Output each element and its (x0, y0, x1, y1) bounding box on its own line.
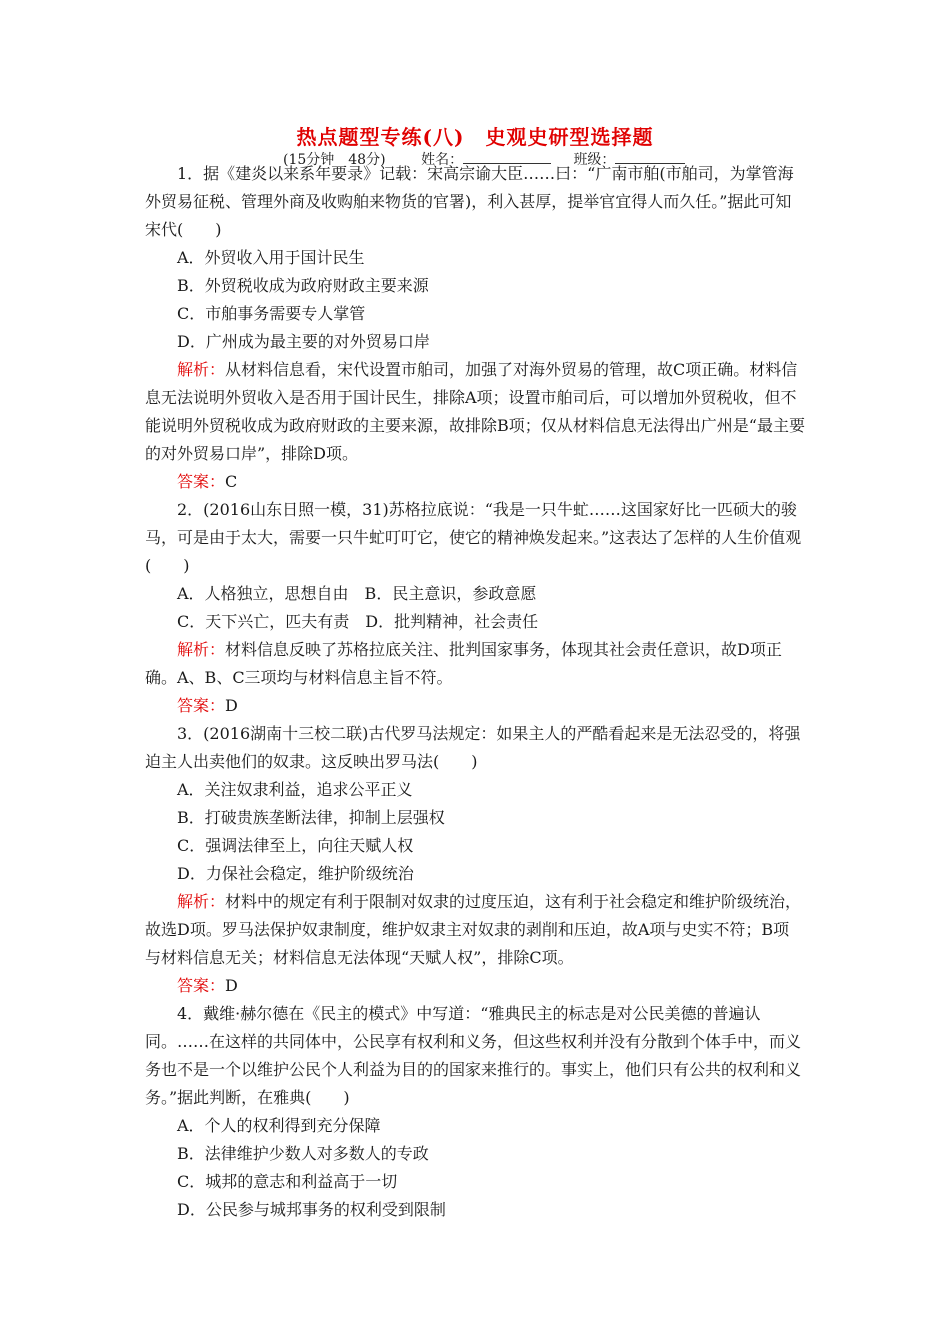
analysis (145, 888, 805, 972)
name-label: 姓名： (421, 152, 464, 168)
option-c: C．城邦的意志和利益高于一切 (177, 1172, 398, 1191)
option-c: C．市舶事务需要专人掌管 (177, 304, 366, 323)
analysis-label: 解析： (177, 640, 226, 659)
analysis (145, 636, 805, 692)
analysis (145, 356, 805, 468)
option-c: C．强调法律至上，向往天赋人权 (177, 836, 414, 855)
answer-label: 答案： (177, 976, 226, 995)
option-b: B．打破贵族垄断法律，抑制上层强权 (177, 808, 445, 827)
option-d: D．力保社会稳定，维护阶级统治 (177, 864, 414, 883)
option-a: A．个人的权利得到充分保障 (177, 1116, 381, 1135)
question-stem: 1．据《建炎以来系年要录》记载：宋高宗谕大臣……曰：“广南市舶(市舶司，为掌管海外贸易征税、管理外商及收购舶来物货的官署)，利入甚厚，提举官宜得人而久任。”据此可知宋代( ) (145, 164, 794, 239)
option-b: B．外贸税收成为政府财政主要来源 (177, 276, 429, 295)
option-cd: C．天下兴亡，匹夫有责 D．批判精神，社会责任 (177, 612, 539, 631)
option-d: D．公民参与城邦事务的权利受到限制 (177, 1200, 446, 1219)
question-stem: 3．(2016湖南十三校二联)古代罗马法规定：如果主人的严酷看起来是无法忍受的，将强迫主人出卖他们的奴隶。这反映出罗马法( ) (145, 724, 801, 771)
answer (145, 468, 805, 496)
answer-label: 答案： (177, 472, 226, 491)
analysis-label: 解析： (177, 360, 226, 379)
question-list (145, 160, 805, 1224)
answer-value: C (225, 472, 238, 491)
answer (145, 972, 805, 1000)
answer-label: 答案： (177, 696, 226, 715)
page-title: 热点题型专练(八) 史观史研型选择题 (296, 125, 654, 149)
analysis-text: 从材料信息看，宋代设置市舶司，加强了对海外贸易的管理，故C项正确。材料信息无法说明外贸收入是否用于国计民生，排除A项；设置市舶司后，可以增加外贸税收，但不能说明外贸税收成为政府财政的主要来源，故排除B项；仅从材料信息无法得出广州是“最主要的对外贸易口岸”，排除D项。 (145, 360, 805, 463)
option-a: A．关注奴隶利益，追求公平正义 (177, 780, 413, 799)
analysis-text: 材料信息反映了苏格拉底关注、批判国家事务，体现其社会责任意识，故D项正确。A、B、C三项均与材料信息主旨不符。 (145, 640, 782, 687)
analysis-label: 解析： (177, 892, 226, 911)
answer-value: D (225, 976, 238, 995)
analysis-text: 材料中的规定有利于限制对奴隶的过度压迫，这有利于社会稳定和维护阶级统治，故选D项。罗马法保护奴隶制度，维护奴隶主对奴隶的剥削和压迫，故A项与史实不符；B项与材料信息无关；材料信息无法体现“天赋人权”，排除C项。 (145, 892, 802, 967)
answer-value: D (225, 696, 238, 715)
answer (145, 692, 805, 720)
class-label: 班级： (573, 152, 616, 168)
option-a: A．外贸收入用于国计民生 (177, 248, 365, 267)
question-stem: 4．戴维·赫尔德在《民主的模式》中写道：“雅典民主的标志是对公民美德的普遍认同。……在这样的共同体中，公民享有权利和义务，但这些权利并没有分散到个体手中，而义务也不是一个以维护公民个人利益为目的的国家来推行的。事实上，他们只有公共的权利和义务。”据此判断，在雅典( ) (145, 1004, 802, 1107)
option-d: D．广州成为最主要的对外贸易口岸 (177, 332, 430, 351)
time-score: (15分钟 48分) (283, 152, 386, 168)
option-b: B．法律维护少数人对多数人的专政 (177, 1144, 429, 1163)
option-ab: A．人格独立，思想自由 B．民主意识，参政意愿 (177, 584, 537, 603)
question-stem: 2．(2016山东日照一模，31)苏格拉底说：“我是一只牛虻……这国家好比一匹硕大的骏马，可是由于太大，需要一只牛虻叮叮它，使它的精神焕发起来。”这表达了怎样的人生价值观( ) (145, 500, 802, 575)
